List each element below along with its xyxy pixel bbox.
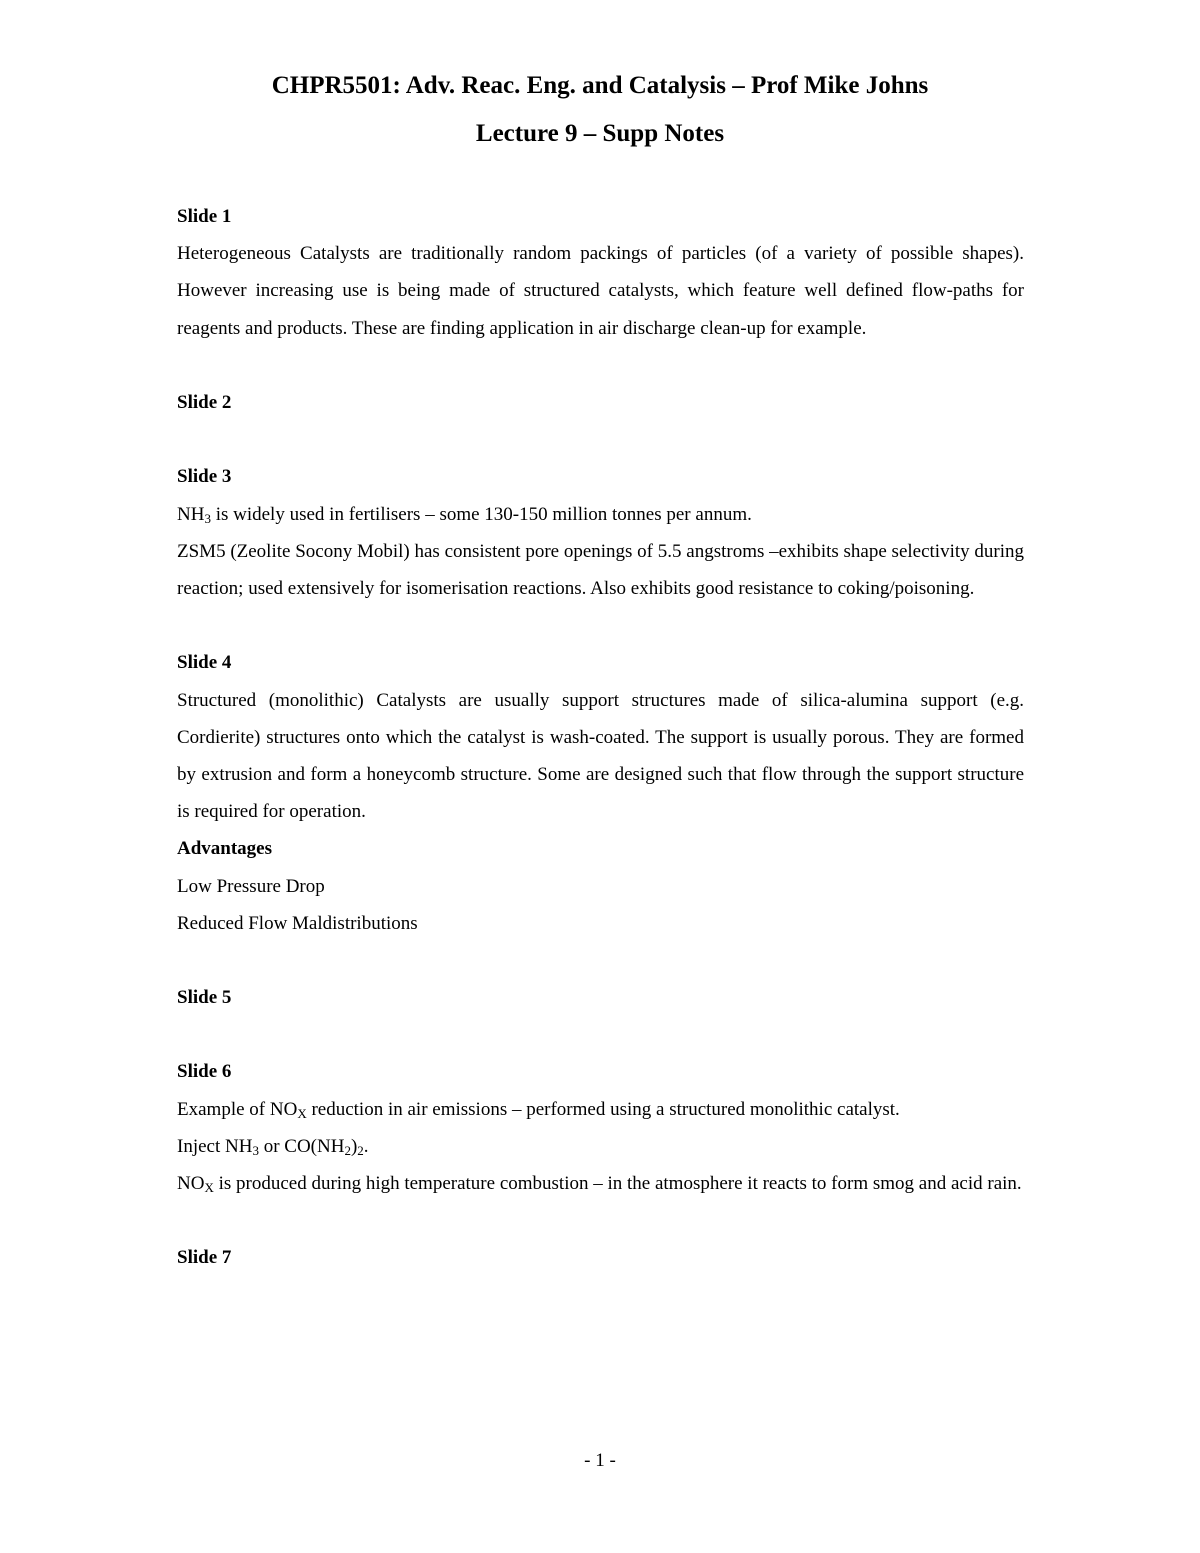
slide-5-section	[177, 979, 1024, 1016]
slide-6-inject-text: Inject $NH_3$ or $CO(NH_2)_2$.	[177, 1135, 369, 1158]
slide-6-heading: Slide 6	[177, 1061, 232, 1083]
slide-4-text: Structured (monolithic) Catalysts are usually support structures made of silica-alumina support (e.g. Cordierite) structures onto which the catalyst is wash-coated. The support is usually porous. They are formed by extrusion and form a honeycomb structure. Some are designed such that flow through the support structure is required for operation.	[177, 689, 1024, 823]
slide-1-text: Heterogeneous Catalysts are traditionally random packings of particles (of a variety of possible shapes). However increasing use is being made of structured catalysts, which feature well defined flow-paths for reagents and products. These are finding application in air discharge clean-up for example.	[177, 243, 1024, 339]
advantage-item: Reduced Flow Maldistributions	[177, 912, 418, 934]
slide-3-section	[177, 458, 1024, 607]
slide-3-heading: Slide 3	[177, 466, 232, 488]
slide-6-nox-production: $NO_X$ is produced during high temperature combustion – in the atmosphere it reacts to form smog and acid rain.	[177, 1173, 1022, 1196]
advantages-heading: Advantages	[177, 838, 273, 860]
slide-7-section	[177, 1239, 1024, 1276]
slide-2-section	[177, 384, 1024, 421]
advantage-item: Low Pressure Drop	[177, 875, 325, 897]
slide-3-zsm5-text: ZSM5 (Zeolite Socony Mobil) has consistent pore openings of 5.5 angstroms –exhibits shape selectivity during reaction; used extensively for isomerisation reactions. Also exhibits good resistance to coking/poisoning.	[177, 540, 1024, 599]
document-title: CHPR5501: Adv. Reac. Eng. and Catalysis – Prof Mike Johns	[271, 72, 929, 99]
page-number: - 1 -	[584, 1450, 616, 1471]
slide-5-heading: Slide 5	[177, 987, 232, 1009]
slide-4-section	[177, 644, 1024, 942]
slide-1-heading: Slide 1	[177, 206, 232, 227]
slide-6-nox-example: Example of $NO_X$ reduction in air emissions – performed using a structured monolithic catalyst.	[177, 1098, 900, 1121]
slide-3-nh3-text: $NH_3$ is widely used in fertilisers – some 130-150 million tonnes per annum.	[177, 503, 752, 526]
slide-7-heading: Slide 7	[177, 1247, 232, 1269]
slide-2-heading: Slide 2	[177, 391, 232, 413]
slide-1-section	[177, 198, 1024, 347]
document-subtitle: Lecture 9 – Supp Notes	[475, 120, 725, 147]
slide-4-heading: Slide 4	[177, 652, 232, 674]
slide-6-section	[177, 1053, 1024, 1202]
document-body	[177, 198, 1024, 1277]
